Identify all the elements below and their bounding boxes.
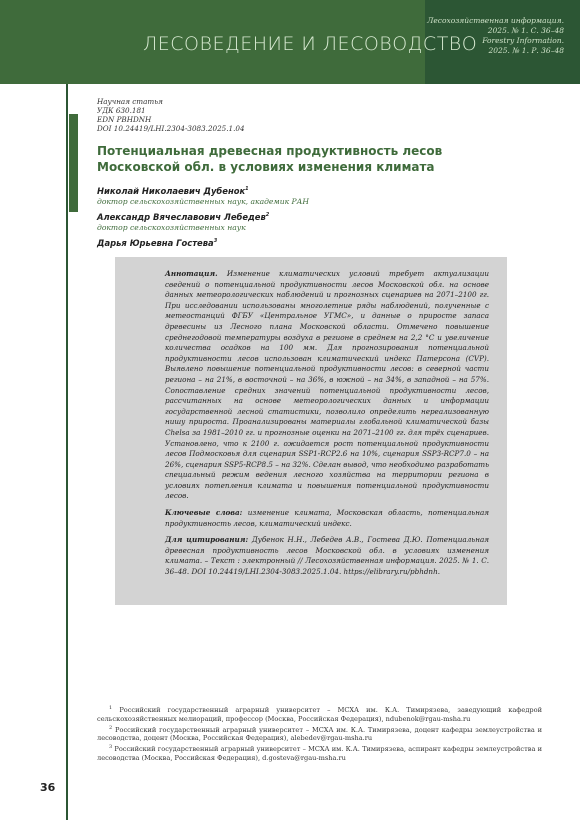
author-affiliation: доктор сельскохозяйственных наук — [97, 222, 246, 232]
abstract — [165, 269, 489, 502]
section-title: ЛЕСОВЕДЕНИЕ И ЛЕСОВОДСТВО — [143, 33, 478, 55]
article-type: Научная статья — [97, 97, 163, 106]
journal-en: Forestry Information. — [482, 36, 564, 45]
author-sup: 1 — [245, 186, 249, 192]
footnote-text: Российский государственный аграрный университет – МСХА им. К.А. Тимирязева, доцент кафедры землеустройства и лесоводства, доцент (Москва, Российская Федерация), alebedev@rgau-msha.ru — [97, 725, 542, 743]
journal-ru: Лесохозяйственная информация. — [427, 16, 564, 25]
keywords-text: изменение климата, Московская область, потенциальная продуктивность лесов, климатический индекс. — [165, 508, 489, 528]
section-banner — [0, 0, 478, 84]
citation-text: Дубенок Н.Н., Лебедев А.В., Гостева Д.Ю. Потенциальная древесная продуктивность лесов Московской обл. в условиях изменения климата. – Текст : электронный // Лесохозяйственная информация. 2025. № 1. С. 36–48. DOI 10.24419/LHI.2304-3083.2025.1.04. https://elibrary.ru/pbhdnh. — [165, 535, 489, 577]
keywords-label: Ключевые слова: — [165, 508, 243, 518]
article-meta — [97, 97, 245, 133]
footnote-text: Российский государственный аграрный университет – МСХА им. К.А. Тимирязева, аспирант кафедры землеустройства и лесоводства (Москва, Российская Федерация), d.gosteva@rgau-msha.ru — [97, 745, 542, 763]
author-sup: 2 — [265, 211, 270, 218]
margin-rule — [66, 84, 68, 820]
abstract-label: Аннотация. — [165, 269, 218, 278]
udk: УДК 630.181 — [97, 106, 146, 115]
title-accent-bar — [69, 114, 78, 212]
footnote — [97, 704, 542, 724]
author-name: Дарья Юрьевна Гостева — [97, 237, 214, 248]
citation-label: Для цитирования: — [165, 535, 249, 545]
article-title: Потенциальная древесная продуктивность лесов Московской обл. в условиях изменения климата — [97, 144, 443, 174]
author-name: Николай Николаевич Дубенок — [97, 185, 246, 196]
footnote — [97, 724, 542, 744]
page-number: 36 — [40, 781, 56, 794]
author-sup: 3 — [213, 237, 218, 244]
keywords — [165, 508, 489, 529]
footnote-sup: 1 — [109, 705, 113, 711]
footnote-sup: 2 — [109, 724, 113, 731]
footnote — [97, 743, 542, 763]
edn: EDN PBHDNH — [97, 115, 152, 124]
footnote-text: Российский государственный аграрный университет – МСХА им. К.А. Тимирязева, заведующий кафедрой сельскохозяйственных мелиораций, профессор (Москва, Российская Федерация), ndubenok@rgau-msha.ru — [97, 706, 542, 723]
footnote-sup: 3 — [109, 744, 113, 751]
journal-ru-issue: 2025. № 1. С. 36–48 — [487, 26, 564, 35]
abstract-box — [115, 257, 507, 605]
journal-info — [414, 16, 564, 56]
abstract-text: Изменение климатических условий требует актуализации сведений о потенциальной продуктивности лесов Московской обл. на основе данных метеорологических наблюдений и прогнозных сценариев на 2071–2100 гг. При исследовании использованы многолетние ряды наблюдений, полученные с метеостанций ФГБУ «Центральное УГМС», и данные о приросте запаса древесины из Лесного плана Московской области. Отмечено повышение среднегодовой температуры воздуха в регионе в среднем на 2,2 °С и увеличение количества осадков на 100 мм. Для прогнозирования потенциальной продуктивности лесов использован климатический индекс Патерсона (CVP). Выявлено повышение потенциальной продуктивности лесов: в северной части региона – на 21%, в восточной – на 36%, в южной – на 34%, в западной – на 57%. Сопоставление средних значений потенциальной продуктивности лесов, рассчитанных на основе метеорологических данных и информации государственной лесной статистики, позволило определить нереализованную нишу прироста. Проанализированы материалы глобальной климатической базы Chelsa за 1981–2010 гг. и прогнозные оценки на 2071–2100 гг. для трёх сценариев. Установлено, что к 2100 г. ожидается рост потенциальной продуктивности лесов Подмосковья для сценария SSP1-RCP2.6 на 10%, сценария SSP3-RCP7.0 – на 26%, сценария SSP5-RCP8.5 – на 32%. Сделан вывод, что необходимо разработать специальный режим ведения лесного хозяйства на территории региона в условиях потепления климата и повышения потенциальной продуктивности лесов. — [165, 269, 489, 501]
author-name: Александр Вячеславович Лебедев — [97, 211, 266, 222]
author — [97, 210, 517, 233]
authors — [97, 184, 517, 251]
author — [97, 184, 517, 207]
doi: DOI 10.24419/LHI.2304-3083.2025.1.04 — [97, 124, 245, 133]
citation — [165, 535, 489, 577]
journal-en-issue: 2025. № 1. Р. 36–48 — [488, 46, 564, 55]
author-affiliation: доктор сельскохозяйственных наук, академик РАН — [97, 196, 310, 206]
author — [97, 236, 517, 249]
footnotes — [97, 704, 542, 763]
